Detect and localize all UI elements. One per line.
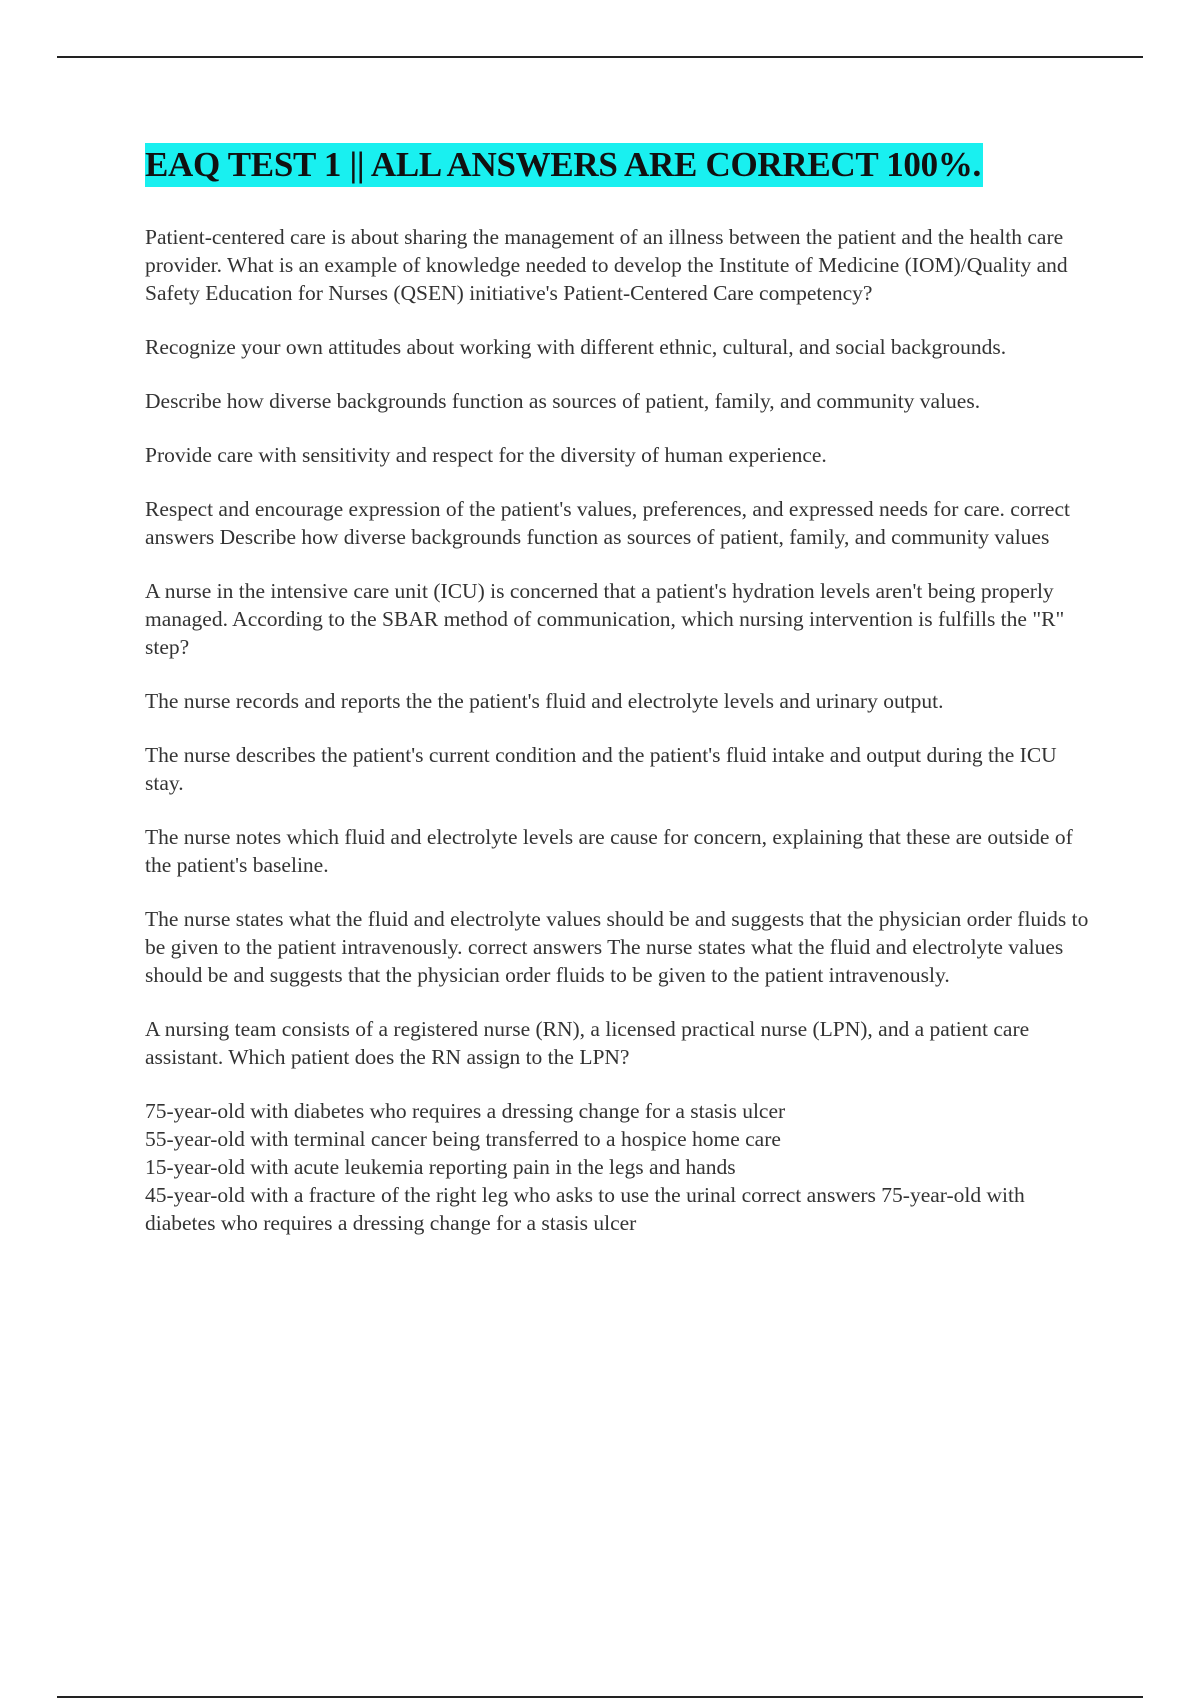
question-3-stem: A nursing team consists of a registered nurse (RN), a licensed practical nurse (LPN), and a patient care assistant. Which patient does the RN assign to the LPN?	[145, 1017, 1030, 1069]
title-block	[145, 143, 1090, 194]
top-divider	[57, 56, 1143, 58]
question-1-option-2: Describe how diverse backgrounds function as sources of patient, family, and community values.	[145, 389, 981, 413]
page-title: EAQ TEST 1 || ALL ANSWERS ARE CORRECT 100%.	[145, 143, 983, 187]
question-2-option-2: The nurse describes the patient's current condition and the patient's fluid intake and output during the ICU stay.	[145, 743, 1057, 795]
question-3-option-2: 55-year-old with terminal cancer being transferred to a hospice home care	[145, 1127, 781, 1151]
question-1-option-3: Provide care with sensitivity and respect for the diversity of human experience.	[145, 443, 827, 467]
question-1-stem: Patient-centered care is about sharing the management of an illness between the patient and the health care provider. What is an example of knowledge needed to develop the Institute of Medicine (IOM)/Quality and Safety Education for Nurses (QSEN) initiative's Patient-Centered Care competency?	[145, 225, 1068, 305]
question-2-option-4-with-answer: The nurse states what the fluid and electrolyte values should be and suggests that the physician order fluids to be given to the patient intravenously. correct answers The nurse states what the fluid and electrolyte values should be and suggests that the physician order fluids to be given to the patient intravenously.	[145, 907, 1089, 987]
question-2-stem: A nurse in the intensive care unit (ICU) is concerned that a patient's hydration levels aren't being properly managed. According to the SBAR method of communication, which nursing intervention is fulfills the "R" step?	[145, 579, 1065, 659]
question-1-option-1: Recognize your own attitudes about working with different ethnic, cultural, and social backgrounds.	[145, 335, 1007, 359]
question-3-option-1: 75-year-old with diabetes who requires a dressing change for a stasis ulcer	[145, 1099, 786, 1123]
question-1-option-4-with-answer: Respect and encourage expression of the patient's values, preferences, and expressed needs for care. correct answers Describe how diverse backgrounds function as sources of patient, family, and community values	[145, 497, 1070, 549]
question-2-option-1: The nurse records and reports the the patient's fluid and electrolyte levels and urinary output.	[145, 689, 944, 713]
bottom-divider	[57, 1696, 1143, 1698]
question-3-option-4-with-answer: 45-year-old with a fracture of the right leg who asks to use the urinal correct answers 75-year-old with diabetes who requires a dressing change for a stasis ulcer	[145, 1183, 1025, 1235]
question-2-option-3: The nurse notes which fluid and electrolyte levels are cause for concern, explaining that these are outside of the patient's baseline.	[145, 825, 1073, 877]
document-body	[145, 143, 1090, 1237]
question-3-options	[145, 1097, 1090, 1237]
question-3-option-3: 15-year-old with acute leukemia reporting pain in the legs and hands	[145, 1155, 736, 1179]
